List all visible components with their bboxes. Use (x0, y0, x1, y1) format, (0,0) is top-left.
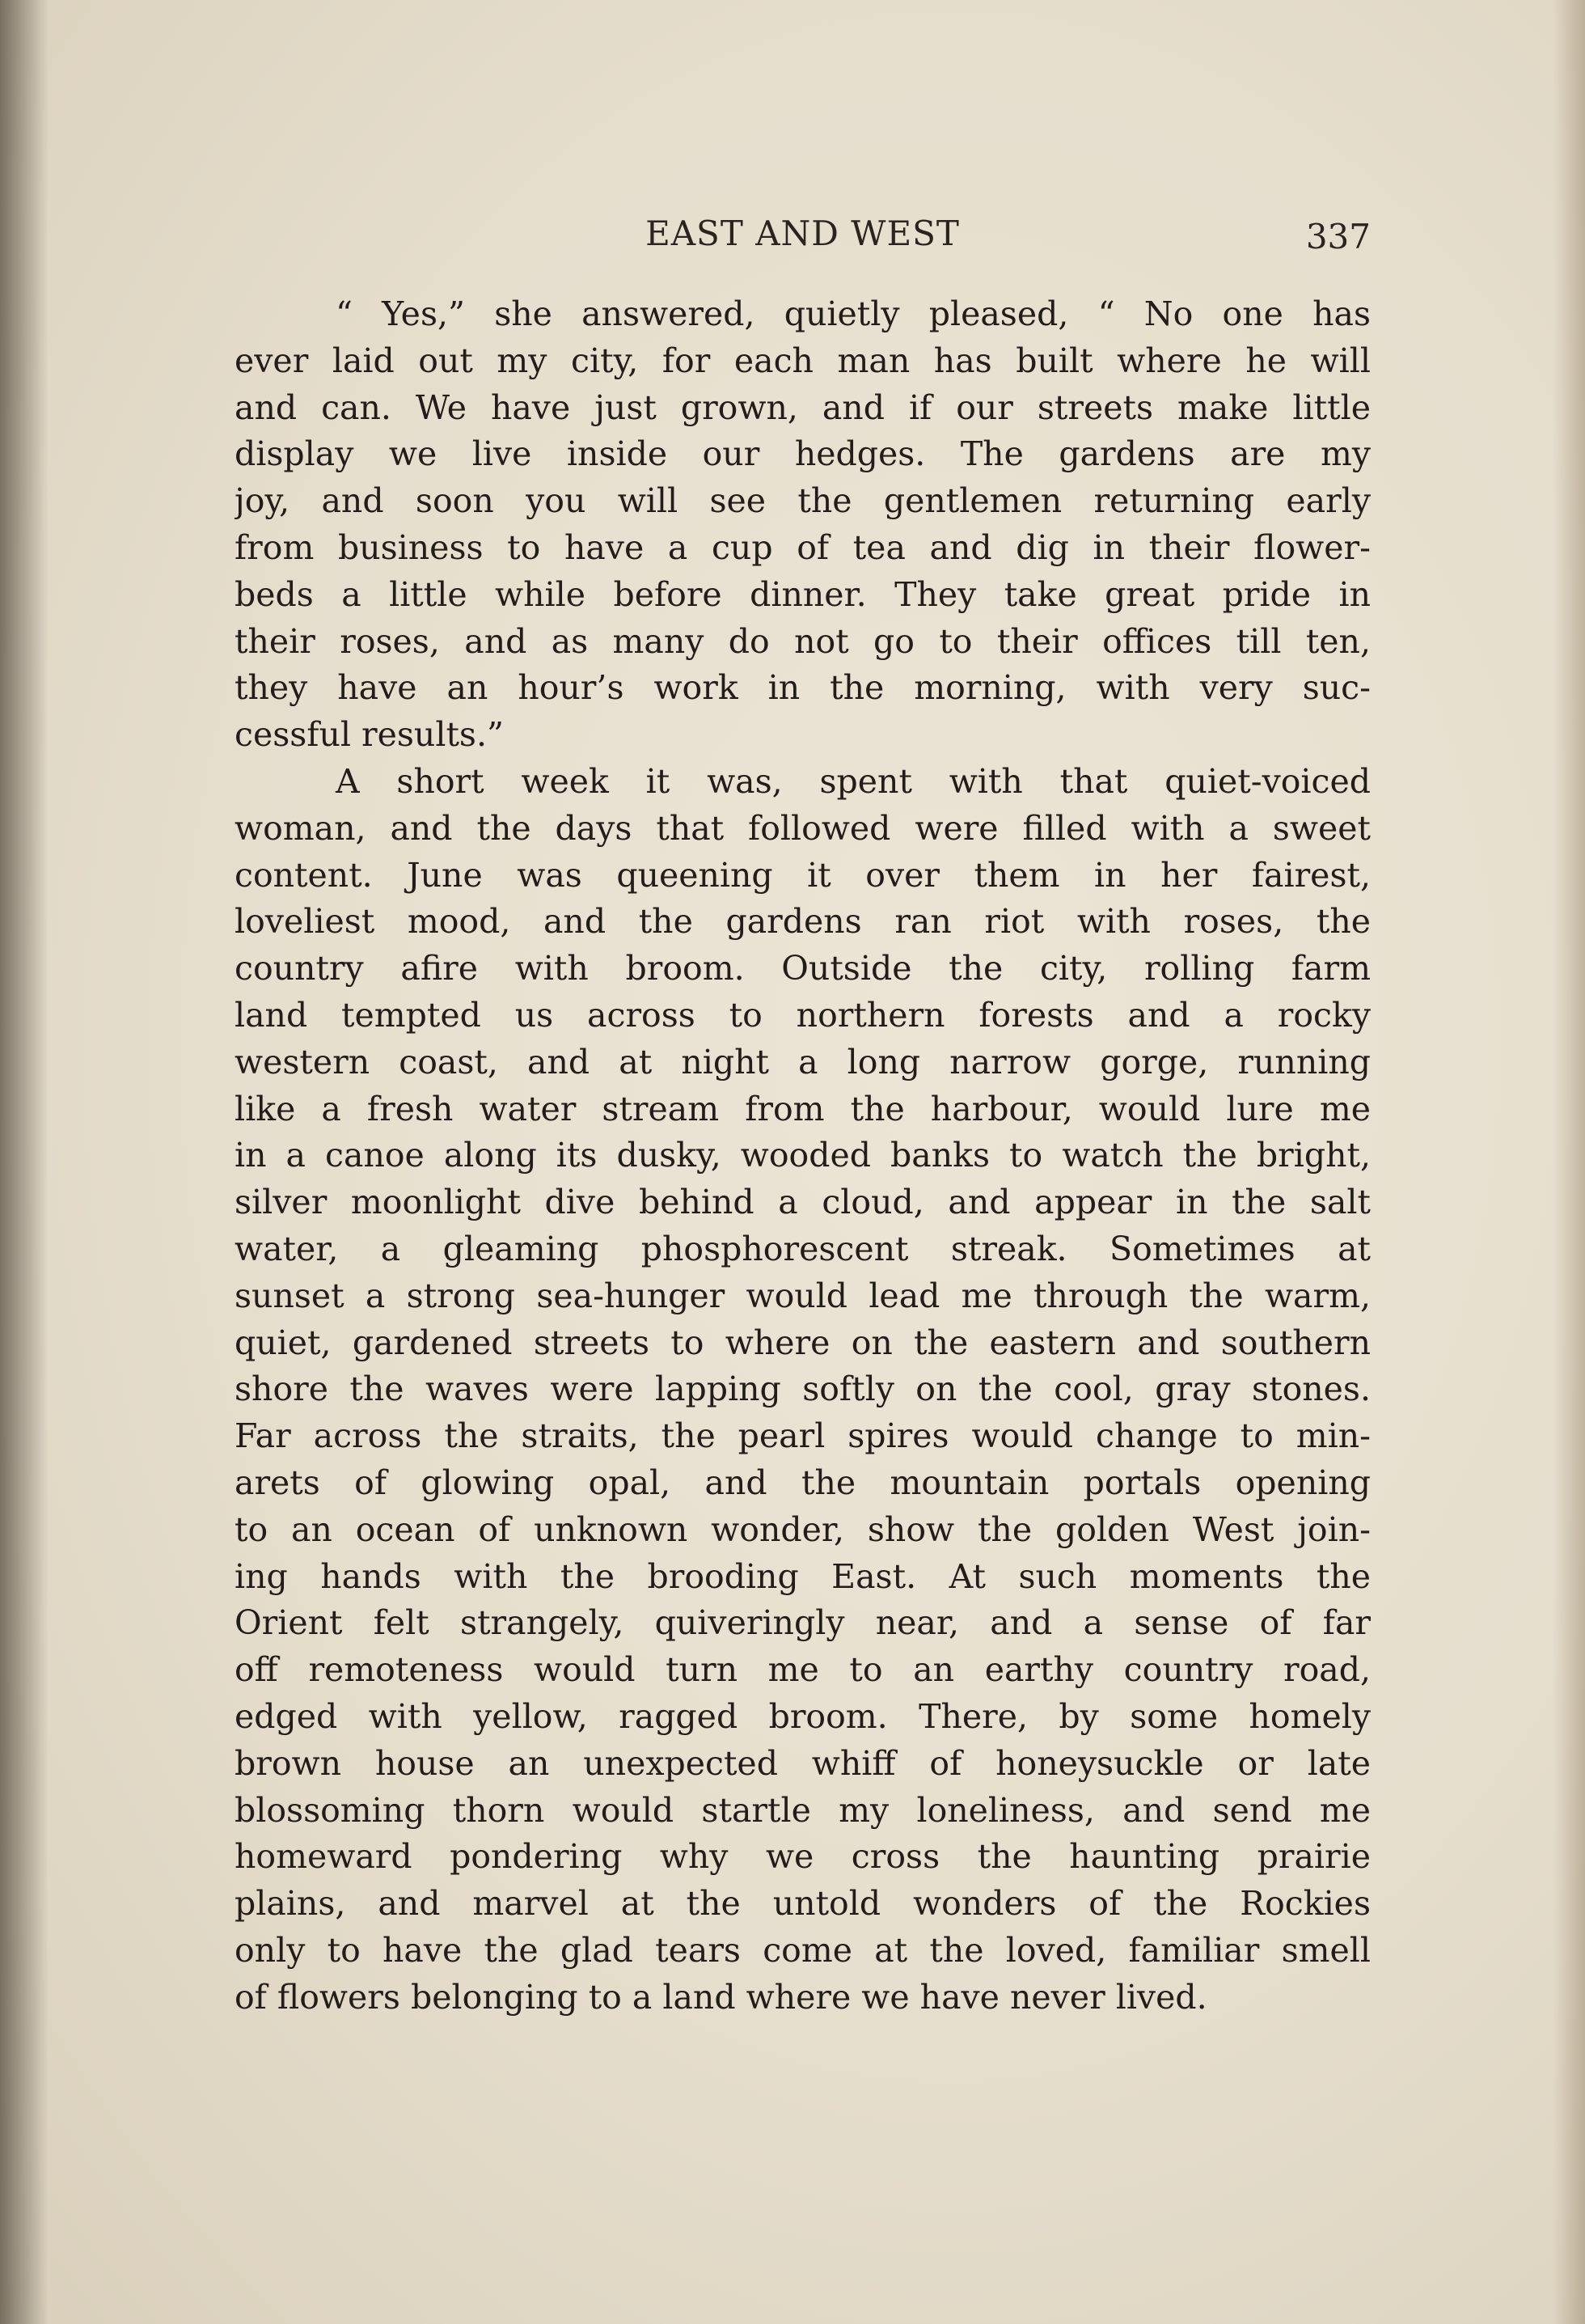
text-line: their roses, and as many do not go to their offices till ten, (235, 621, 1371, 661)
text-line: A short week it was, spent with that quiet-voiced (336, 761, 1371, 801)
text-line: quiet, gardened streets to where on the eastern and southern (235, 1323, 1371, 1362)
text-line: of flowers belonging to a land where we have never lived. (235, 1977, 1207, 2017)
text-line: “ Yes,” she answered, quietly pleased, “ No one has (336, 294, 1371, 333)
text-line: to an ocean of unknown wonder, show the golden West join- (235, 1509, 1371, 1549)
running-header (235, 209, 1371, 273)
text-line: only to have the glad tears come at the loved, familiar smell (235, 1930, 1371, 1970)
text-line: country afire with broom. Outside the city, rolling farm (235, 949, 1371, 988)
text-line: edged with yellow, ragged broom. There, by some homely (235, 1696, 1371, 1736)
text-line: and can. We have just grown, and if our streets make little (235, 387, 1371, 427)
body-text (235, 291, 1371, 2021)
text-line: brown house an unexpected whiff of honeysuckle or late (235, 1743, 1371, 1783)
text-line: plains, and marvel at the untold wonders of the Rockies (235, 1884, 1371, 1924)
running-title: EAST AND WEST (645, 214, 960, 253)
text-line: water, a gleaming phosphorescent streak. Sometimes at (235, 1229, 1371, 1268)
text-line: display we live inside our hedges. The gardens are my (235, 434, 1371, 474)
text-line: ever laid out my city, for each man has built where he will (235, 341, 1371, 380)
text-line: Far across the straits, the pearl spires would change to min- (235, 1416, 1371, 1456)
page-number: 337 (1305, 217, 1371, 256)
text-line: silver moonlight dive behind a cloud, and appear in the salt (235, 1183, 1371, 1222)
text-line: off remoteness would turn me to an earthy country road, (235, 1650, 1371, 1690)
text-line: loveliest mood, and the gardens ran riot with roses, the (235, 902, 1371, 942)
text-line: land tempted us across to northern forests and a rocky (235, 995, 1371, 1035)
gutter-shadow (0, 0, 49, 2324)
text-line: beds a little while before dinner. They take great pride in (235, 574, 1371, 614)
text-line: western coast, and at night a long narrow gorge, running (235, 1042, 1371, 1082)
text-line: cessful results.” (235, 715, 504, 755)
text-line: content. June was queening it over them in her fairest, (235, 855, 1371, 895)
text-line: woman, and the days that followed were filled with a sweet (235, 808, 1371, 848)
text-line: shore the waves were lapping softly on the cool, gray stones. (235, 1369, 1371, 1409)
text-line: in a canoe along its dusky, wooded banks to watch the bright, (235, 1136, 1371, 1175)
text-line: Orient felt strangely, quiveringly near, and a sense of far (235, 1603, 1371, 1643)
text-line: ing hands with the brooding East. At such moments the (235, 1556, 1371, 1596)
text-line: joy, and soon you will see the gentlemen returning early (235, 481, 1371, 521)
text-line: from business to have a cup of tea and dig in their flower- (235, 527, 1371, 567)
text-line: homeward pondering why we cross the haunting prairie (235, 1837, 1371, 1877)
text-line: blossoming thorn would startle my loneliness, and send me (235, 1790, 1371, 1830)
text-line: they have an hour’s work in the morning, with very suc- (235, 668, 1371, 708)
text-line: like a fresh water stream from the harbour, would lure me (235, 1089, 1371, 1128)
text-line: sunset a strong sea-hunger would lead me through the warm, (235, 1276, 1371, 1315)
page-edge (1553, 0, 1585, 2324)
text-line: arets of glowing opal, and the mountain portals opening (235, 1463, 1371, 1502)
